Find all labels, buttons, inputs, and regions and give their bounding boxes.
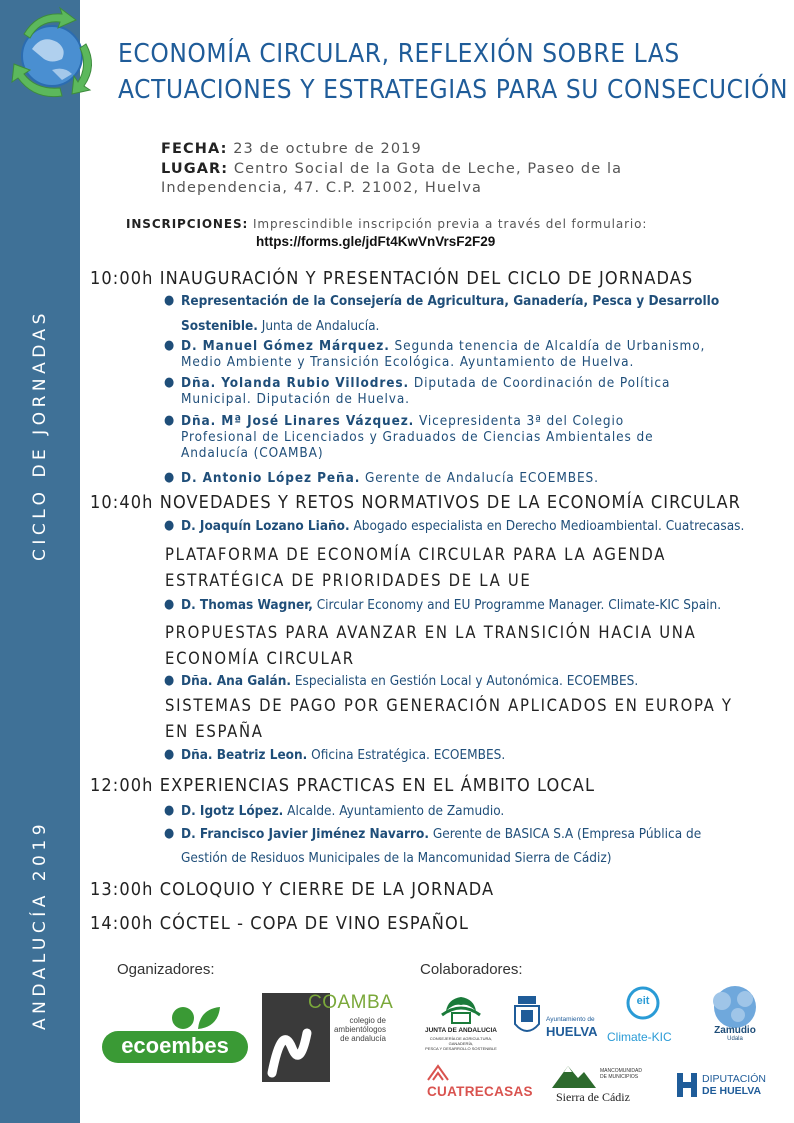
- sidebar: [0, 0, 80, 1123]
- junta-subtext-2: PESCA Y DESARROLLO SOSTENIBLE: [425, 1046, 497, 1051]
- sierra-subtext-1: MANCOMUNIDAD: [600, 1068, 642, 1074]
- ecoembes-text: ecoembes: [121, 1033, 229, 1058]
- speaker-role: Oficina Estratégica. ECOEMBES.: [307, 747, 506, 763]
- fecha-label: FECHA:: [161, 141, 228, 157]
- speaker-role: Vicepresidenta 3ª del Colegio: [414, 413, 625, 429]
- speaker-role: Diputada de Coordinación de Política: [409, 375, 671, 391]
- inscripciones-value: Imprescindible inscripción previa a través del formulario:: [252, 217, 648, 231]
- junta-subtext-1: CONSEJERÍA DE AGRICULTURA, GANADERÍA,: [429, 1036, 493, 1046]
- coamba-subtext-1: colegio de ambientólogos: [333, 1016, 386, 1034]
- speaker-role: Especialista en Gestión Local y Autonómica. ECOEMBES.: [291, 673, 639, 689]
- speaker-role-cont: Andalucía (COAMBA): [181, 445, 324, 461]
- speaker-name: Dña. Beatriz Leon.: [181, 747, 308, 763]
- fecha-value: 23 de octubre de 2019: [233, 141, 422, 157]
- speaker-name: D. Manuel Gómez Márquez.: [181, 338, 390, 354]
- lugar-label: LUGAR:: [161, 160, 229, 177]
- subheading-propuestas: [165, 620, 765, 672]
- sidebar-text-ciclo: CICLO DE JORNADAS: [30, 309, 50, 561]
- lugar-value-2: Independencia, 47. C.P. 21002, Huelva: [161, 180, 482, 196]
- sierra-subtext-2: DE MUNICIPIOS: [600, 1074, 639, 1080]
- coamba-subtext: [330, 1016, 386, 1043]
- diputacion-text-1: DIPUTACIÓN: [702, 1073, 766, 1085]
- eit-icon: [623, 985, 663, 1021]
- title-line-1: ECONOMÍA CIRCULAR, REFLEXIÓN SOBRE LAS: [118, 39, 680, 69]
- cuatrecasas-icon: [426, 1062, 450, 1082]
- speaker-name: D. Joaquín Lozano Liaño.: [181, 518, 350, 534]
- bullet-icon: ●: [164, 338, 175, 353]
- subheading-plataforma: [165, 542, 765, 594]
- speaker-role-cont: Municipal. Diputación de Huelva.: [181, 391, 410, 407]
- speaker-name: D. Igotz López.: [181, 803, 284, 819]
- bullet-icon: ●: [164, 826, 175, 841]
- speaker-role: Abogado especialista en Derecho Medioambiental. Cuatrecasas.: [349, 518, 745, 534]
- coamba-text: COAMBA: [308, 992, 394, 1013]
- subheading-line: ECONOMÍA CIRCULAR: [165, 649, 355, 668]
- bullet-icon: ●: [164, 673, 175, 688]
- speaker-role: Junta de Andalucía.: [257, 318, 380, 334]
- bullet-icon: ●: [164, 803, 175, 818]
- zamudio-text: Zamudio: [714, 1025, 756, 1036]
- sidebar-text-andalucia: ANDALUCÍA 2019: [30, 819, 50, 1031]
- recycle-globe-icon: [2, 4, 102, 104]
- speaker-role-cont: Gestión de Residuos Municipales de la Mancomunidad Sierra de Cádiz): [181, 850, 612, 866]
- bullet-icon: ●: [164, 518, 175, 533]
- list-item: [164, 293, 764, 334]
- colaboradores-label: Colaboradores:: [420, 961, 523, 978]
- inscripciones-line: [126, 216, 766, 232]
- speaker-name-cont: Sostenible.: [181, 318, 258, 334]
- speaker-name: Representación de la Consejería de Agricultura, Ganadería, Pesca y Desarrollo: [181, 293, 720, 309]
- organizadores-label: Oganizadores:: [117, 961, 215, 978]
- cuatrecasas-text: CUATRECASAS: [427, 1084, 533, 1099]
- diputacion-text-2: DE HUELVA: [702, 1085, 762, 1097]
- diputacion-h-icon: [676, 1072, 698, 1098]
- title-line-2: ACTUACIONES Y ESTRATEGIAS PARA SU CONSECUCIÓN: [118, 75, 789, 105]
- speaker-role: Gerente de Andalucía ECOEMBES.: [360, 470, 599, 486]
- junta-text: JUNTA DE ANDALUCIA: [425, 1027, 497, 1034]
- huelva-shield-icon: [512, 994, 542, 1038]
- speaker-name: Dña. Ana Galán.: [181, 673, 292, 689]
- junta-subtext: [420, 1036, 502, 1051]
- subheading-line: SISTEMAS DE PAGO POR GENERACIÓN APLICADOS EN EUROPA Y: [165, 696, 733, 715]
- bullet-icon: ●: [164, 597, 175, 612]
- sierra-cadiz-icon: [550, 1062, 598, 1090]
- bullet-icon: ●: [164, 413, 175, 428]
- subheading-line: PROPUESTAS PARA AVANZAR EN LA TRANSICIÓN HACIA UNA: [165, 623, 697, 642]
- speaker-role: Segunda tenencia de Alcaldía de Urbanismo,: [389, 338, 706, 354]
- speaker-role-cont: Medio Ambiente y Transición Ecológica. Ayuntamiento de Huelva.: [181, 354, 635, 370]
- speaker-name: Dña. Yolanda Rubio Villodres.: [181, 375, 410, 391]
- event-info: [161, 140, 761, 199]
- subheading-line: ESTRATÉGICA DE PRIORIDADES DE LA UE: [165, 571, 532, 590]
- speaker-name: D. Francisco Javier Jiménez Navarro.: [181, 826, 429, 842]
- speaker-name: D. Thomas Wagner,: [181, 597, 313, 613]
- ecoembes-logo: [100, 1003, 250, 1065]
- sierra-text: Sierra de Cádiz: [556, 1090, 630, 1104]
- speaker-name: D. Antonio López Peña.: [181, 470, 361, 486]
- page-title: [118, 36, 788, 108]
- lugar-value-1: Centro Social de la Gota de Leche, Paseo de la: [233, 160, 623, 177]
- heading-1400: 14:00h CÓCTEL - COPA DE VINO ESPAÑOL: [90, 913, 469, 934]
- sierra-subtext: [600, 1068, 642, 1080]
- huelva-text-1: Ayuntamiento de: [546, 1016, 595, 1023]
- bullet-icon: ●: [164, 747, 175, 762]
- speaker-role: Circular Economy and EU Programme Manager. Climate-KIC Spain.: [312, 597, 722, 613]
- speaker-name: Dña. Mª José Linares Vázquez.: [181, 413, 415, 429]
- lugar-line: [161, 160, 761, 180]
- bullet-icon: ●: [164, 293, 175, 308]
- heading-1000: 10:00h INAUGURACIÓN Y PRESENTACIÓN DEL CICLO DE JORNADAS: [90, 268, 694, 289]
- heading-1040: 10:40h NOVEDADES Y RETOS NORMATIVOS DE LA ECONOMÍA CIRCULAR: [90, 492, 742, 513]
- speaker-role: Alcalde. Ayuntamiento de Zamudio.: [283, 803, 505, 819]
- coamba-subtext-2: de andalucía: [340, 1034, 386, 1043]
- inscripciones-label: INSCRIPCIONES:: [126, 217, 249, 231]
- subheading-sistemas: [165, 693, 765, 745]
- zamudio-subtext: Udala: [727, 1036, 743, 1042]
- huelva-text-2: HUELVA: [546, 1024, 598, 1039]
- registration-link[interactable]: https://forms.gle/jdFt4KwVnVrsF2F29: [256, 234, 496, 249]
- speaker-role: Gerente de BASICA S.A (Empresa Pública de: [428, 826, 702, 842]
- eit-text: eit: [636, 995, 650, 1007]
- subheading-line: PLATAFORMA DE ECONOMÍA CIRCULAR PARA LA AGENDA: [165, 545, 667, 564]
- bullet-icon: ●: [164, 375, 175, 390]
- subheading-line: EN ESPAÑA: [165, 722, 264, 741]
- bullet-icon: ●: [164, 470, 175, 485]
- speaker-role-cont: Profesional de Licenciados y Graduados de Ciencias Ambientales de: [181, 429, 654, 445]
- heading-1200: 12:00h EXPERIENCIAS PRACTICAS EN EL ÁMBITO LOCAL: [90, 775, 596, 796]
- heading-1300: 13:00h COLOQUIO Y CIERRE DE LA JORNADA: [90, 879, 495, 900]
- junta-andalucia-logo: [420, 993, 502, 1051]
- fecha-line: [161, 140, 761, 160]
- climate-kic-text: Climate-KIC: [607, 1030, 672, 1044]
- diputacion-text: [702, 1073, 766, 1097]
